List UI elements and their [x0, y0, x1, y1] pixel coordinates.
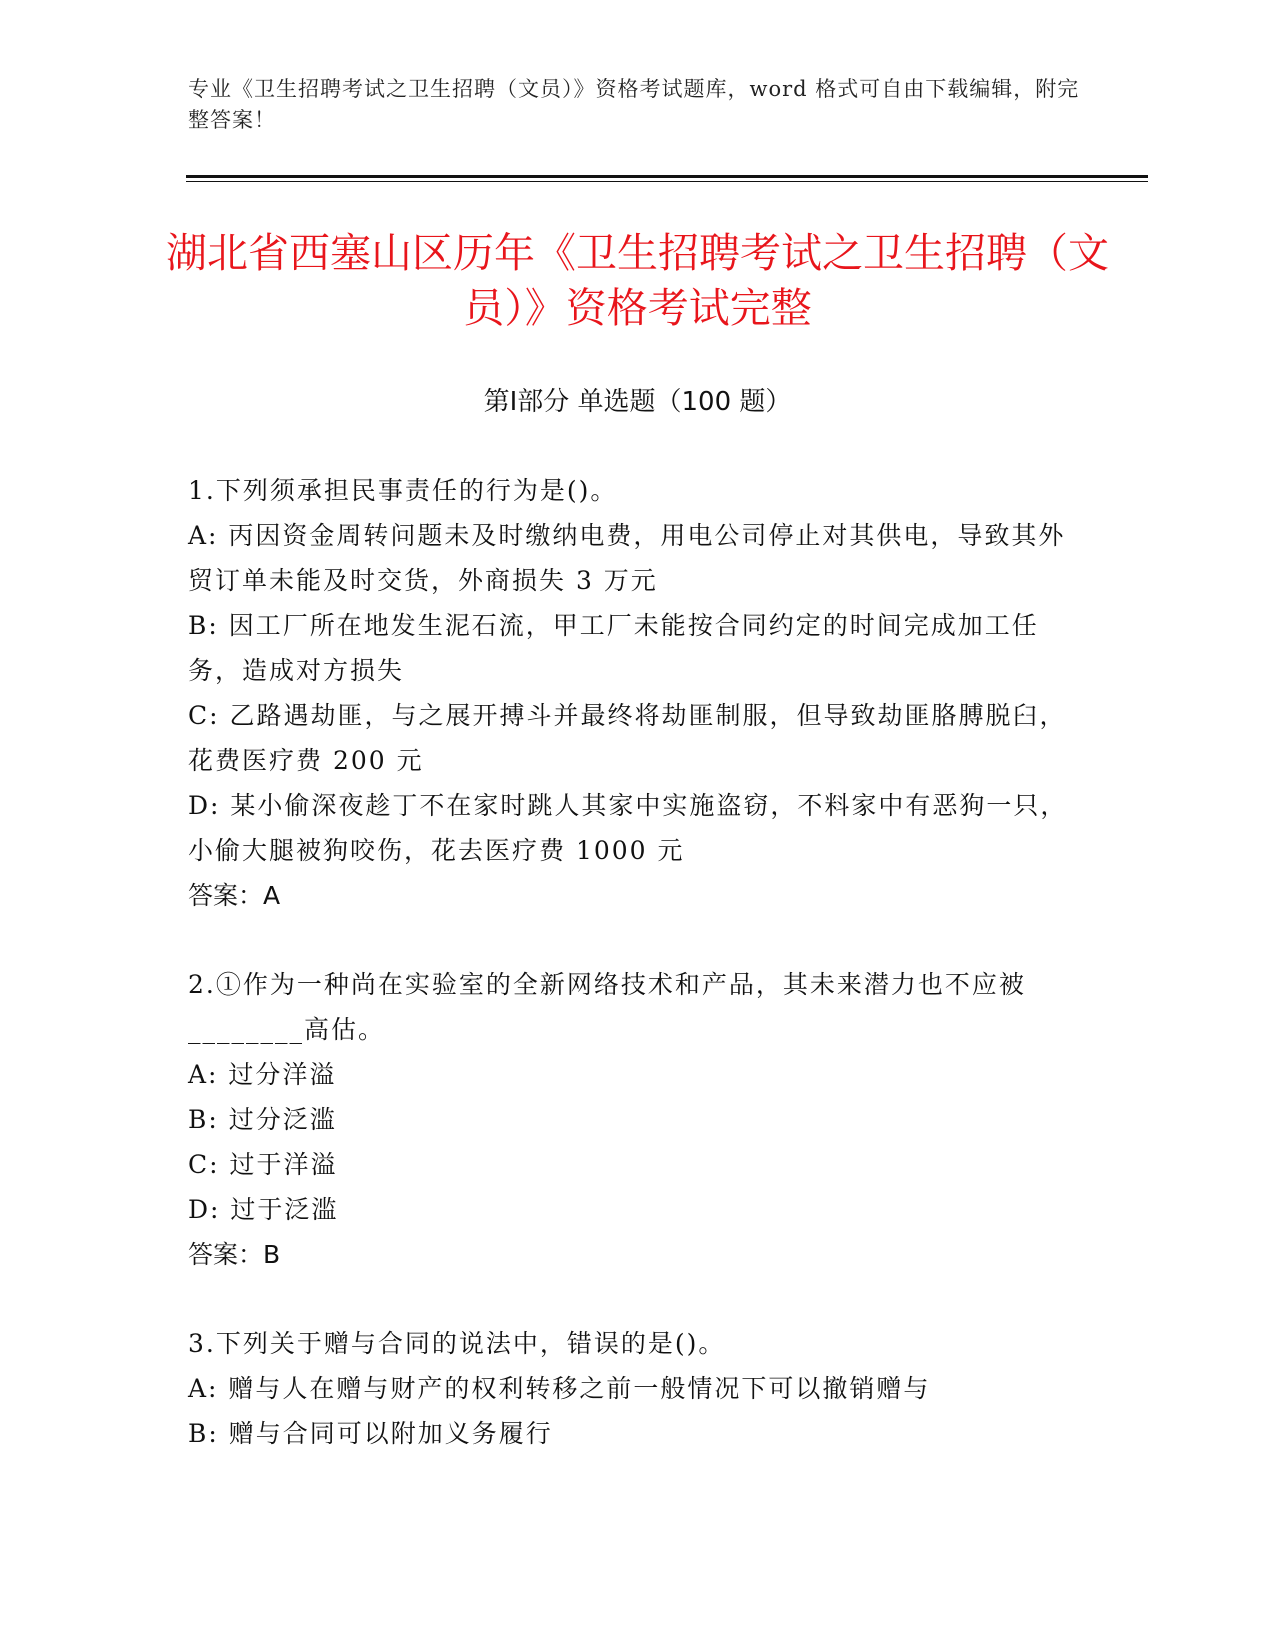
- option-b: B: 赠与合同可以附加义务履行: [188, 1419, 553, 1448]
- question-3: [188, 1321, 1068, 1456]
- header-rule-thick: [186, 175, 1148, 178]
- question-1: [188, 468, 1068, 918]
- question-list: [188, 468, 1068, 1500]
- question-2: [188, 962, 1068, 1277]
- option-c: C: 过于洋溢: [188, 1150, 338, 1179]
- question-stem: 3.下列关于赠与合同的说法中，错误的是()。: [188, 1329, 726, 1358]
- document-title: 湖北省西塞山区历年《卫生招聘考试之卫生招聘（文员）》资格考试完整: [166, 229, 1109, 332]
- answer-label: 答案：B: [188, 1240, 281, 1269]
- question-stem: 2.①作为一种尚在实验室的全新网络技术和产品，其未来潜力也不应被________高估。: [188, 970, 1026, 1044]
- option-a: A: 丙因资金周转问题未及时缴纳电费，用电公司停止对其供电，导致其外贸订单未能及时交货，外商损失 3 万元: [188, 521, 1066, 595]
- option-b: B: 因工厂所在地发生泥石流，甲工厂未能按合同约定的时间完成加工任务，造成对方损失: [188, 611, 1039, 685]
- header-note: 专业《卫生招聘考试之卫生招聘（文员）》资格考试题库，word 格式可自由下载编辑，附完整答案！: [188, 77, 1080, 132]
- option-d: D: 某小偷深夜趁丁不在家时跳人其家中实施盗窃，不料家中有恶狗一只，小偷大腿被狗咬伤，花去医疗费 1000 元: [188, 791, 1068, 865]
- option-c: C: 乙路遇劫匪，与之展开搏斗并最终将劫匪制服，但导致劫匪胳膊脱臼，花费医疗费 200 元: [188, 701, 1067, 775]
- header-rule-thin: [186, 181, 1148, 182]
- option-d: D: 过于泛滥: [188, 1195, 339, 1224]
- option-a: A: 赠与人在赠与财产的权利转移之前一般情况下可以撤销赠与: [188, 1374, 931, 1403]
- section-heading: 第Ⅰ部分 单选题（100 题）: [483, 387, 792, 417]
- question-stem: 1.下列须承担民事责任的行为是()。: [188, 476, 618, 505]
- option-b: B: 过分泛滥: [188, 1105, 337, 1134]
- option-a: A: 过分洋溢: [188, 1060, 337, 1089]
- answer-label: 答案：A: [188, 881, 281, 910]
